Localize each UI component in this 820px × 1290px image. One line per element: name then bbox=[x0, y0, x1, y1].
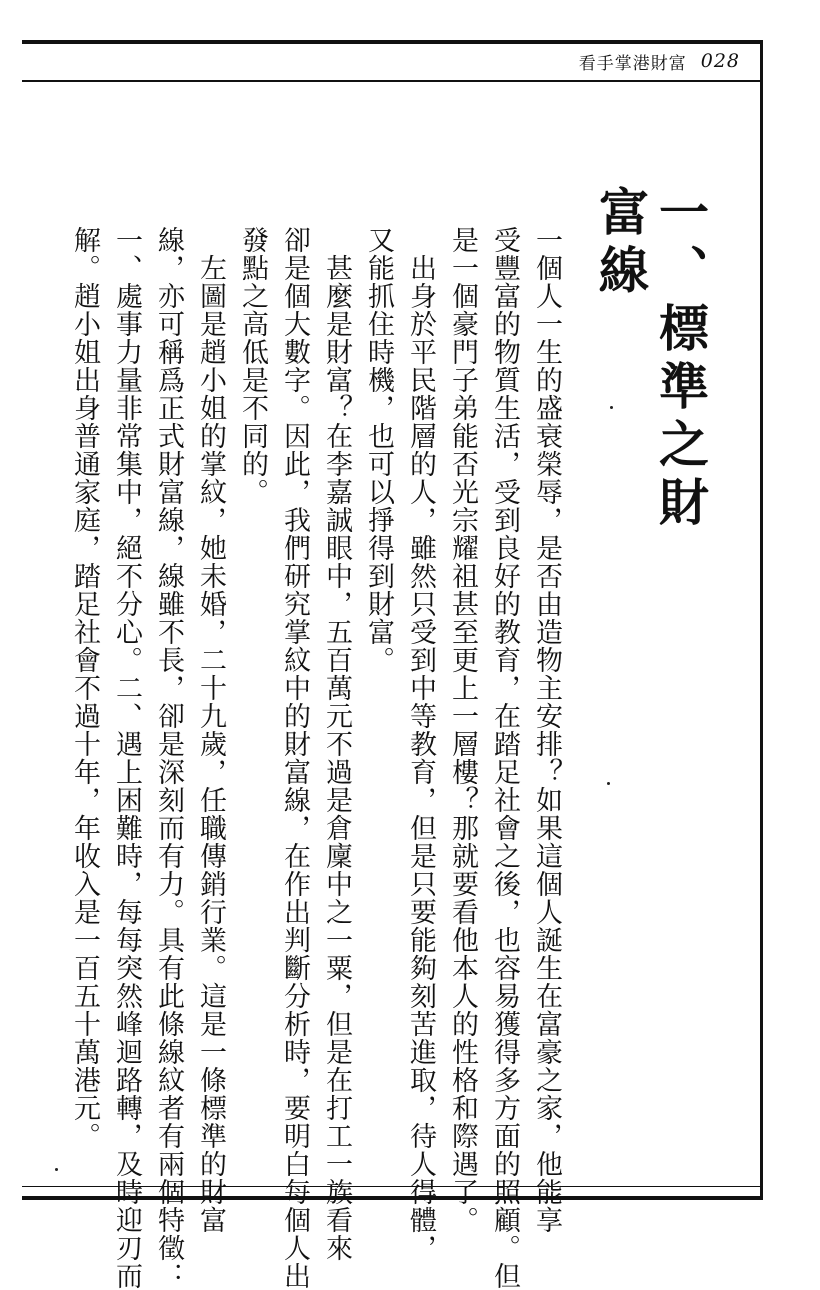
text-column-5: 又能抓住時機，也可以掙得到財富。 bbox=[363, 226, 394, 674]
text-column-2: 受豐富的物質生活，受到良好的教育，在踏足社會之後，也容易獲得多方面的照顧。但 bbox=[489, 226, 520, 1290]
text-column-8: 發點之高低是不同的。 bbox=[237, 226, 268, 506]
running-title: 看手掌港財富 bbox=[578, 53, 687, 74]
text-column-9: 左圖是趙小姐的掌紋，她未婚，二十九歲，任職傳銷行業。這是一條標準的財富 bbox=[195, 226, 226, 1234]
text-column-10: 線，亦可稱爲正式財富線，線雖不長，卻是深刻而有力。具有此條線紋者有兩個特徵： bbox=[153, 226, 184, 1290]
text-column-12: 解。趙小姐出身普通家庭，踏足社會不過十年，年收入是一百五十萬港元。 bbox=[69, 226, 100, 1150]
running-header bbox=[540, 46, 740, 76]
speck bbox=[610, 406, 613, 409]
speck bbox=[55, 1168, 58, 1171]
speck bbox=[607, 782, 610, 785]
text-column-6: 甚麼是財富？在李嘉誠眼中，五百萬元不過是倉廩中之一粟，但是在打工一族看來 bbox=[321, 226, 352, 1262]
section-title: 一、標準之財富線 bbox=[591, 186, 710, 534]
text-column-3: 是一個豪門子弟能否光宗耀祖甚至更上一層樓？那就要看他本人的性格和際遇了。 bbox=[447, 226, 478, 1234]
page-number: 028 bbox=[700, 50, 740, 72]
text-column-4: 出身於平民階層的人，雖然只受到中等教育，但是只要能夠刻苦進取，待人得體， bbox=[405, 226, 436, 1262]
text-column-1: 一個人一生的盛衰榮辱，是否由造物主安排？如果這個人誕生在富豪之家，他能享 bbox=[531, 226, 562, 1234]
text-column-7: 卻是個大數字。因此，我們研究掌紋中的財富線，在作出判斷分析時，要明白每個人出 bbox=[279, 226, 310, 1290]
header-rule bbox=[22, 80, 760, 82]
text-column-11: 一、處事力量非常集中，絕不分心。二、遇上困難時，每每突然峰迴路轉，及時迎刃而 bbox=[111, 226, 142, 1290]
